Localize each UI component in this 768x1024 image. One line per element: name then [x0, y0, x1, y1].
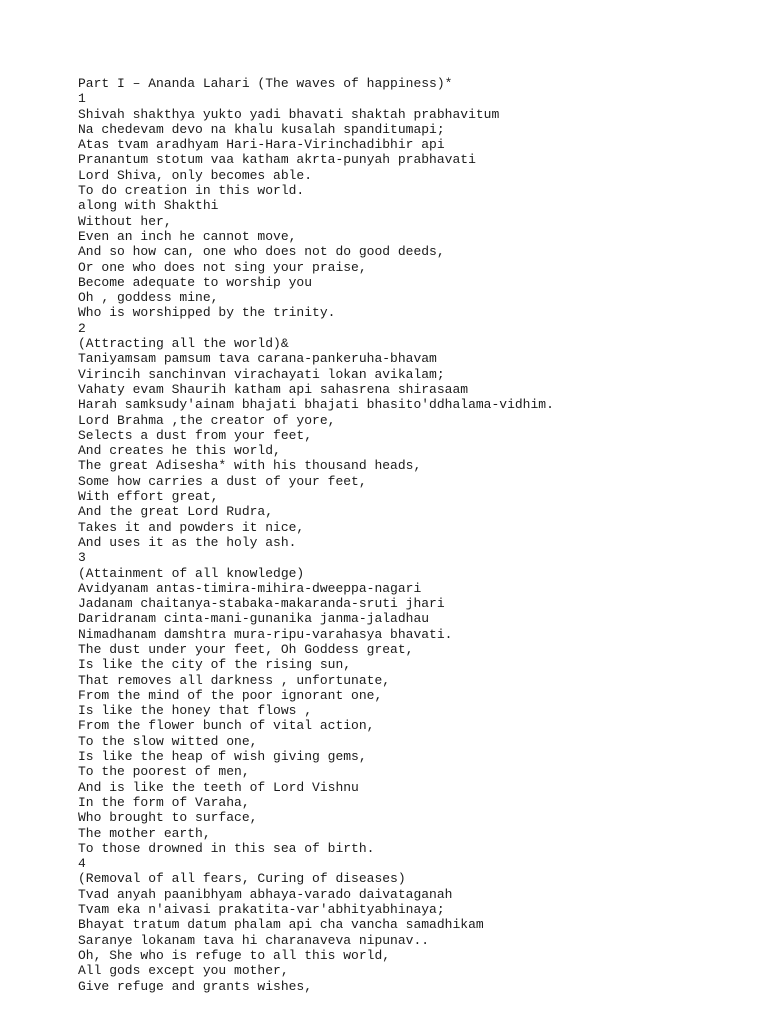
- text-line: Takes it and powders it nice,: [78, 519, 305, 535]
- text-line: Tvad anyah paanibhyam abhaya-varado daivataganah: [78, 886, 453, 902]
- text-line: Pranantum stotum vaa katham akrta-punyah prabhavati: [78, 152, 476, 168]
- text-line: And the great Lord Rudra,: [78, 504, 274, 520]
- text-line: Selects a dust from your feet,: [78, 427, 313, 443]
- text-line: Give refuge and grants wishes,: [78, 978, 313, 994]
- text-line: Shivah shakthya yukto yadi bhavati shaktah prabhavitum: [78, 106, 500, 122]
- text-line: Jadanam chaitanya-stabaka-makaranda-sruti jhari: [78, 596, 445, 612]
- text-line: Oh, She who is refuge to all this world,: [78, 947, 391, 963]
- text-line: That removes all darkness , unfortunate,: [78, 672, 391, 688]
- text-line: Is like the heap of wish giving gems,: [78, 749, 367, 765]
- text-line: Taniyamsam pamsum tava carana-pankeruha-bhavam: [78, 351, 437, 367]
- text-line: 3: [78, 550, 86, 566]
- text-line: Lord Brahma ,the creator of yore,: [78, 412, 336, 428]
- text-line: Vahaty evam Shaurih katham api sahasrena shirasaam: [78, 381, 469, 397]
- text-line: And is like the teeth of Lord Vishnu: [78, 779, 359, 795]
- text-line: Without her,: [78, 213, 172, 229]
- text-line: Saranye lokanam tava hi charanaveva nipunav..: [78, 932, 430, 948]
- text-line: Become adequate to worship you: [78, 274, 313, 290]
- text-line: All gods except you mother,: [78, 963, 289, 979]
- text-line: To the poorest of men,: [78, 764, 250, 780]
- text-line: Harah samksudy'ainam bhajati bhajati bhasito'ddhalama-vidhim.: [78, 397, 554, 413]
- text-line: And so how can, one who does not do good deeds,: [78, 244, 445, 260]
- text-line: The great Adisesha* with his thousand heads,: [78, 458, 422, 474]
- text-line: Who brought to surface,: [78, 810, 258, 826]
- text-line: Who is worshipped by the trinity.: [78, 305, 336, 321]
- text-line: To do creation in this world.: [78, 183, 305, 199]
- text-line: Or one who does not sing your praise,: [78, 259, 367, 275]
- text-line: Is like the city of the rising sun,: [78, 657, 352, 673]
- text-line: To those drowned in this sea of birth.: [78, 840, 375, 856]
- text-line: Some how carries a dust of your feet,: [78, 473, 367, 489]
- text-line: The dust under your feet, Oh Goddess great,: [78, 641, 414, 657]
- text-line: Is like the honey that flows ,: [78, 703, 313, 719]
- text-line: Virincih sanchinvan virachayati lokan avikalam;: [78, 366, 445, 382]
- text-line: Bhayat tratum datum phalam api cha vancha samadhikam: [78, 917, 484, 933]
- text-line: Lord Shiva, only becomes able.: [78, 167, 313, 183]
- text-line: 4: [78, 856, 86, 872]
- text-line: Na chedevam devo na khalu kusalah spanditumapi;: [78, 121, 445, 137]
- text-line: The mother earth,: [78, 825, 211, 841]
- text-line: 1: [78, 91, 86, 107]
- text-line: (Removal of all fears, Curing of diseases): [78, 871, 406, 887]
- text-line: (Attainment of all knowledge): [78, 565, 305, 581]
- text-line: With effort great,: [78, 489, 219, 505]
- text-line: Daridranam cinta-mani-gunanika janma-jaladhau: [78, 611, 430, 627]
- text-line: Nimadhanam damshtra mura-ripu-varahasya bhavati.: [78, 626, 453, 642]
- text-line: To the slow witted one,: [78, 733, 258, 749]
- text-line: From the flower bunch of vital action,: [78, 718, 375, 734]
- text-line: (Attracting all the world)&: [78, 336, 289, 352]
- text-line: Tvam eka n'aivasi prakatita-var'abhityabhinaya;: [78, 902, 445, 918]
- text-line: Atas tvam aradhyam Hari-Hara-Virinchadibhir api: [78, 137, 445, 153]
- text-line: along with Shakthi: [78, 198, 219, 214]
- text-line: From the mind of the poor ignorant one,: [78, 687, 383, 703]
- text-line: Oh , goddess mine,: [78, 290, 219, 306]
- text-line: 2: [78, 320, 86, 336]
- text-line: Even an inch he cannot move,: [78, 228, 297, 244]
- text-line: And creates he this world,: [78, 443, 281, 459]
- text-line: And uses it as the holy ash.: [78, 534, 297, 550]
- document-page: [78, 76, 758, 994]
- text-line: Part I – Ananda Lahari (The waves of happiness)*: [78, 76, 453, 91]
- text-line: Avidyanam antas-timira-mihira-dweeppa-nagari: [78, 580, 422, 596]
- text-line: In the form of Varaha,: [78, 794, 250, 810]
